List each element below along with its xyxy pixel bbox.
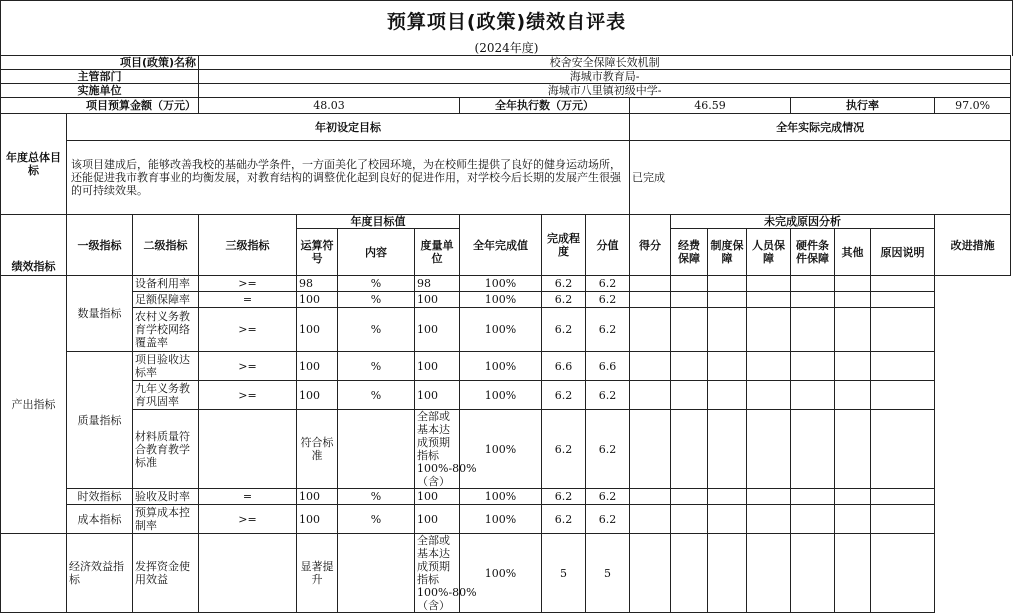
indicator-content: 符合标准 — [297, 410, 338, 489]
dept-value: 海城市教育局- — [199, 70, 1011, 84]
indicator-content: 100 — [297, 292, 338, 308]
empty-cell — [871, 410, 935, 489]
indicator-value: 100 — [415, 381, 460, 410]
evaluation-table — [0, 55, 1011, 613]
indicator-value: 100 — [415, 292, 460, 308]
info-row-unit — [1, 84, 1011, 98]
info-row-name — [1, 56, 1011, 70]
empty-cell — [630, 352, 671, 381]
dept-label: 主管部门 — [1, 70, 199, 84]
indicator-degree: 100% — [460, 489, 542, 505]
empty-cell — [835, 505, 871, 534]
exec-label: 全年执行数（万元） — [460, 98, 630, 114]
group-timeliness: 时效指标 — [67, 489, 133, 505]
goal-text-row — [1, 141, 1011, 215]
empty-cell — [791, 276, 835, 292]
indicator-score: 6.2 — [586, 308, 630, 352]
table-row — [1, 489, 1011, 505]
empty-cell — [791, 489, 835, 505]
header-level1: 一级指标 — [67, 215, 133, 276]
unit-value: 海城市八里镇初级中学- — [199, 84, 1011, 98]
indicator-score: 6.6 — [586, 352, 630, 381]
table-row — [1, 534, 1011, 613]
goal-header-row — [1, 114, 1011, 141]
empty-cell — [630, 489, 671, 505]
indicator-op: = — [199, 292, 297, 308]
header-reason-group: 未完成原因分析 — [671, 215, 935, 229]
indicator-score: 6.2 — [586, 292, 630, 308]
empty-cell — [708, 308, 747, 352]
indicator-op — [199, 410, 297, 489]
empty-cell — [871, 505, 935, 534]
empty-cell — [835, 276, 871, 292]
indicator-score: 6.2 — [586, 489, 630, 505]
info-row-budget — [1, 98, 1011, 114]
indicator-op — [199, 534, 297, 613]
header-reason-staff: 人员保障 — [747, 229, 791, 276]
indicator-name: 预算成本控制率 — [133, 505, 199, 534]
rate-value: 97.0% — [935, 98, 1011, 114]
indicator-header-row-1 — [1, 215, 1011, 229]
header-improve: 改进措施 — [935, 215, 1011, 276]
indicator-unit: % — [338, 352, 415, 381]
indicator-degree: 100% — [460, 410, 542, 489]
indicator-degree: 100% — [460, 308, 542, 352]
indicator-name: 材料质量符合教育教学标准 — [133, 410, 199, 489]
empty-cell — [835, 292, 871, 308]
empty-cell — [871, 276, 935, 292]
empty-cell — [835, 381, 871, 410]
empty-cell — [747, 410, 791, 489]
info-row-dept — [1, 70, 1011, 84]
indicator-name: 九年义务教育巩固率 — [133, 381, 199, 410]
indicator-content: 98 — [297, 276, 338, 292]
indicator-points: 6.2 — [542, 505, 586, 534]
table-row — [1, 308, 1011, 352]
empty-cell — [671, 534, 708, 613]
empty-cell — [708, 292, 747, 308]
indicator-name: 设备利用率 — [133, 276, 199, 292]
table-row — [1, 410, 1011, 489]
header-reason-funds: 经费保障 — [671, 229, 708, 276]
group-output: 产出指标 — [1, 276, 67, 534]
empty-cell — [791, 381, 835, 410]
header-op: 运算符号 — [297, 229, 338, 276]
header-level2: 二级指标 — [133, 215, 199, 276]
indicator-op: >= — [199, 505, 297, 534]
empty-cell — [630, 292, 671, 308]
empty-cell — [835, 352, 871, 381]
indicator-content: 100 — [297, 505, 338, 534]
indicator-points: 5 — [542, 534, 586, 613]
goal-set-text: 该项目建成后，能够改善我校的基础办学条件，一方面美化了校园环境，为在校师生提供了良好的健身运动场所，还能促进我市教育事业的均衡发展，对教育结构的调整优化起到良好的促进作用，对学校今后长期的发展产生很强的可持续效果。 — [67, 141, 630, 215]
empty-cell — [871, 308, 935, 352]
empty-cell — [708, 505, 747, 534]
empty-cell — [791, 410, 835, 489]
indicator-degree: 100% — [460, 534, 542, 613]
empty-cell — [835, 489, 871, 505]
indicator-score: 6.2 — [586, 410, 630, 489]
indicator-score: 6.2 — [586, 505, 630, 534]
header-reason-system: 制度保障 — [708, 229, 747, 276]
indicator-op: = — [199, 489, 297, 505]
indicator-name: 验收及时率 — [133, 489, 199, 505]
table-row — [1, 352, 1011, 381]
empty-cell — [708, 276, 747, 292]
exec-value: 46.59 — [630, 98, 791, 114]
empty-cell — [671, 308, 708, 352]
empty-cell — [791, 505, 835, 534]
indicator-degree: 100% — [460, 381, 542, 410]
empty-cell — [630, 308, 671, 352]
indicator-content: 100 — [297, 308, 338, 352]
table-row — [1, 292, 1011, 308]
indicator-score: 6.2 — [586, 276, 630, 292]
indicator-content: 100 — [297, 352, 338, 381]
indicator-op: >= — [199, 276, 297, 292]
title-block — [0, 0, 1013, 56]
empty-cell — [747, 292, 791, 308]
indicator-degree: 100% — [460, 352, 542, 381]
budget-label: 项目预算金额（万元） — [1, 98, 199, 114]
indicator-unit: % — [338, 308, 415, 352]
empty-cell — [747, 352, 791, 381]
empty-cell — [671, 410, 708, 489]
goal-actual-header: 全年实际完成情况 — [630, 114, 1011, 141]
group-quality: 质量指标 — [67, 352, 133, 489]
header-unit: 度量单位 — [415, 229, 460, 276]
empty-cell — [835, 410, 871, 489]
report-year: (2024年度) — [474, 41, 539, 55]
empty-cell — [747, 534, 791, 613]
indicator-points: 6.6 — [542, 352, 586, 381]
empty-cell — [871, 534, 935, 613]
header-points: 分值 — [586, 215, 630, 276]
empty-cell — [671, 292, 708, 308]
empty-cell — [630, 534, 671, 613]
empty-cell — [791, 534, 835, 613]
performance-label: 绩效指标 — [1, 215, 67, 276]
indicator-points: 6.2 — [542, 276, 586, 292]
empty-cell — [871, 489, 935, 505]
indicator-score: 5 — [586, 534, 630, 613]
empty-cell — [708, 410, 747, 489]
empty-cell — [871, 292, 935, 308]
empty-cell — [791, 292, 835, 308]
header-score: 得分 — [630, 215, 671, 276]
header-reason-note: 原因说明 — [871, 229, 935, 276]
empty-cell — [747, 489, 791, 505]
table-row — [1, 276, 1011, 292]
indicator-unit: % — [338, 292, 415, 308]
empty-cell — [630, 276, 671, 292]
group-cost: 成本指标 — [67, 505, 133, 534]
indicator-points: 6.2 — [542, 489, 586, 505]
header-reason-other: 其他 — [835, 229, 871, 276]
empty-cell — [671, 276, 708, 292]
empty-cell — [708, 489, 747, 505]
indicator-content: 显著提升 — [297, 534, 338, 613]
group-effect — [1, 534, 67, 613]
indicator-value: 100 — [415, 505, 460, 534]
indicator-unit: % — [338, 505, 415, 534]
budget-value: 48.03 — [199, 98, 460, 114]
indicator-name: 农村义务教育学校网络覆盖率 — [133, 308, 199, 352]
empty-cell — [835, 534, 871, 613]
empty-cell — [791, 308, 835, 352]
indicator-value: 100 — [415, 489, 460, 505]
project-name-value: 校舍安全保障长效机制 — [199, 56, 1011, 70]
indicator-points: 6.2 — [542, 381, 586, 410]
empty-cell — [871, 381, 935, 410]
indicator-value: 全部或基本达成预期指标100%-80%（含） — [415, 534, 460, 613]
table-row — [1, 381, 1011, 410]
project-name-label: 项目(政策)名称 — [1, 56, 199, 70]
header-full-value: 全年完成值 — [460, 215, 542, 276]
indicator-value: 98 — [415, 276, 460, 292]
empty-cell — [871, 352, 935, 381]
indicator-op: >= — [199, 381, 297, 410]
header-content: 内容 — [338, 229, 415, 276]
goal-actual-text: 已完成 — [630, 141, 1011, 215]
unit-label: 实施单位 — [1, 84, 199, 98]
indicator-points: 6.2 — [542, 292, 586, 308]
indicator-op: >= — [199, 308, 297, 352]
header-reason-hardware: 硬件条件保障 — [791, 229, 835, 276]
group-economic: 经济效益指标 — [67, 534, 133, 613]
rate-label: 执行率 — [791, 98, 935, 114]
indicator-score: 6.2 — [586, 381, 630, 410]
empty-cell — [630, 410, 671, 489]
empty-cell — [671, 352, 708, 381]
indicator-degree: 100% — [460, 292, 542, 308]
table-row — [1, 505, 1011, 534]
empty-cell — [747, 308, 791, 352]
page-title: 预算项目(政策)绩效自评表 — [386, 11, 627, 33]
indicator-name: 项目验收达标率 — [133, 352, 199, 381]
goal-set-header: 年初设定目标 — [67, 114, 630, 141]
empty-cell — [791, 352, 835, 381]
indicator-unit — [338, 410, 415, 489]
empty-cell — [708, 381, 747, 410]
empty-cell — [747, 381, 791, 410]
indicator-points: 6.2 — [542, 308, 586, 352]
indicator-unit — [338, 534, 415, 613]
annual-goal-label: 年度总体目标 — [1, 114, 67, 215]
indicator-value: 全部或基本达成预期指标100%-80%（含） — [415, 410, 460, 489]
indicator-content: 100 — [297, 489, 338, 505]
indicator-degree: 100% — [460, 505, 542, 534]
empty-cell — [835, 308, 871, 352]
indicator-name: 足额保障率 — [133, 292, 199, 308]
header-degree: 完成程度 — [542, 215, 586, 276]
indicator-unit: % — [338, 489, 415, 505]
empty-cell — [630, 381, 671, 410]
group-quantity: 数量指标 — [67, 276, 133, 352]
indicator-unit: % — [338, 276, 415, 292]
indicator-op: >= — [199, 352, 297, 381]
indicator-content: 100 — [297, 381, 338, 410]
empty-cell — [708, 534, 747, 613]
indicator-degree: 100% — [460, 276, 542, 292]
indicator-unit: % — [338, 381, 415, 410]
header-target-group: 年度目标值 — [297, 215, 460, 229]
indicator-value: 100 — [415, 352, 460, 381]
empty-cell — [671, 505, 708, 534]
indicator-points: 6.2 — [542, 410, 586, 489]
indicator-value: 100 — [415, 308, 460, 352]
empty-cell — [630, 505, 671, 534]
empty-cell — [708, 352, 747, 381]
empty-cell — [671, 489, 708, 505]
header-level3: 三级指标 — [199, 215, 297, 276]
indicator-name: 发挥资金使用效益 — [133, 534, 199, 613]
empty-cell — [671, 381, 708, 410]
empty-cell — [747, 276, 791, 292]
empty-cell — [747, 505, 791, 534]
